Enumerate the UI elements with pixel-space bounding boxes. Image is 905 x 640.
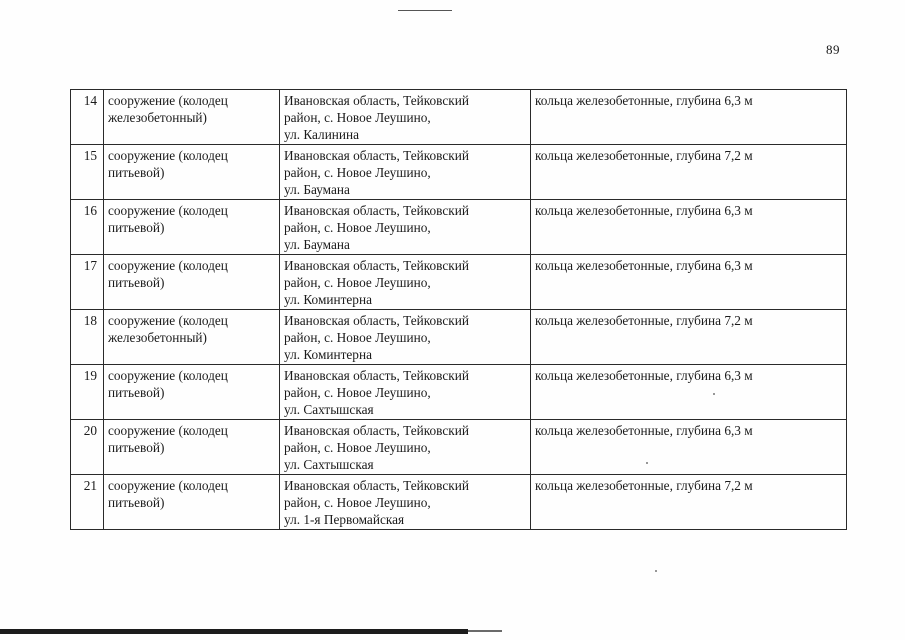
object-type-line: сооружение (колодец bbox=[108, 423, 228, 438]
object-type-line: питьевой) bbox=[108, 385, 165, 400]
table-row bbox=[71, 475, 847, 530]
description-cell: кольца железобетонные, глубина 6,3 м bbox=[531, 200, 847, 255]
row-number: 16 bbox=[71, 200, 104, 255]
object-type-cell bbox=[104, 255, 280, 310]
object-type-line: сооружение (колодец bbox=[108, 93, 228, 108]
address-line: район, с. Новое Леушино, bbox=[284, 330, 431, 345]
address-line: ул. Коминтерна bbox=[284, 292, 372, 307]
scan-speck bbox=[655, 570, 657, 572]
table-row bbox=[71, 145, 847, 200]
scan-speck bbox=[646, 462, 648, 464]
address-line: ул. Баумана bbox=[284, 182, 350, 197]
address-line: район, с. Новое Леушино, bbox=[284, 495, 431, 510]
row-number: 20 bbox=[71, 420, 104, 475]
address-line: Ивановская область, Тейковский bbox=[284, 203, 469, 218]
address-line: район, с. Новое Леушино, bbox=[284, 440, 431, 455]
address-line: район, с. Новое Леушино, bbox=[284, 165, 431, 180]
description-cell: кольца железобетонные, глубина 6,3 м bbox=[531, 365, 847, 420]
description-cell: кольца железобетонные, глубина 7,2 м bbox=[531, 310, 847, 365]
row-number: 19 bbox=[71, 365, 104, 420]
address-cell bbox=[280, 475, 531, 530]
property-table bbox=[70, 89, 847, 530]
description-cell: кольца железобетонные, глубина 6,3 м bbox=[531, 420, 847, 475]
address-line: район, с. Новое Леушино, bbox=[284, 385, 431, 400]
object-type-line: сооружение (колодец bbox=[108, 148, 228, 163]
object-type-line: питьевой) bbox=[108, 165, 165, 180]
address-line: Ивановская область, Тейковский bbox=[284, 258, 469, 273]
object-type-line: сооружение (колодец bbox=[108, 368, 228, 383]
object-type-cell bbox=[104, 310, 280, 365]
address-line: ул. Коминтерна bbox=[284, 347, 372, 362]
description-cell: кольца железобетонные, глубина 7,2 м bbox=[531, 145, 847, 200]
table-row bbox=[71, 200, 847, 255]
address-line: Ивановская область, Тейковский bbox=[284, 148, 469, 163]
table-row bbox=[71, 255, 847, 310]
table-row bbox=[71, 310, 847, 365]
row-number: 17 bbox=[71, 255, 104, 310]
table-body bbox=[71, 90, 847, 530]
object-type-line: питьевой) bbox=[108, 275, 165, 290]
address-line: Ивановская область, Тейковский bbox=[284, 313, 469, 328]
page-number: 89 bbox=[826, 42, 840, 57]
address-line: район, с. Новое Леушино, bbox=[284, 220, 431, 235]
address-cell bbox=[280, 365, 531, 420]
address-line: ул. Калинина bbox=[284, 127, 360, 142]
top-rule bbox=[398, 10, 452, 11]
address-line: Ивановская область, Тейковский bbox=[284, 478, 469, 493]
table-row bbox=[71, 90, 847, 145]
description-cell: кольца железобетонные, глубина 6,3 м bbox=[531, 255, 847, 310]
object-type-line: сооружение (колодец bbox=[108, 478, 228, 493]
address-line: Ивановская область, Тейковский bbox=[284, 423, 469, 438]
address-line: ул. Баумана bbox=[284, 237, 350, 252]
scan-edge-bar-thin bbox=[468, 630, 502, 632]
scan-edge-bar bbox=[0, 629, 468, 634]
object-type-line: питьевой) bbox=[108, 440, 165, 455]
description-cell: кольца железобетонные, глубина 7,2 м bbox=[531, 475, 847, 530]
table-row bbox=[71, 365, 847, 420]
object-type-cell bbox=[104, 200, 280, 255]
object-type-line: сооружение (колодец bbox=[108, 258, 228, 273]
object-type-line: питьевой) bbox=[108, 495, 165, 510]
object-type-cell bbox=[104, 365, 280, 420]
address-cell bbox=[280, 90, 531, 145]
row-number: 15 bbox=[71, 145, 104, 200]
address-line: район, с. Новое Леушино, bbox=[284, 110, 431, 125]
address-cell bbox=[280, 255, 531, 310]
object-type-cell bbox=[104, 90, 280, 145]
row-number: 18 bbox=[71, 310, 104, 365]
address-line: Ивановская область, Тейковский bbox=[284, 368, 469, 383]
address-line: Ивановская область, Тейковский bbox=[284, 93, 469, 108]
address-cell bbox=[280, 310, 531, 365]
description-cell: кольца железобетонные, глубина 6,3 м bbox=[531, 90, 847, 145]
scan-speck bbox=[713, 393, 715, 395]
address-line: ул. Сахтышская bbox=[284, 457, 374, 472]
address-cell bbox=[280, 420, 531, 475]
address-cell bbox=[280, 200, 531, 255]
address-cell bbox=[280, 145, 531, 200]
row-number: 14 bbox=[71, 90, 104, 145]
object-type-cell bbox=[104, 420, 280, 475]
object-type-line: сооружение (колодец bbox=[108, 313, 228, 328]
object-type-cell bbox=[104, 475, 280, 530]
row-number: 21 bbox=[71, 475, 104, 530]
object-type-line: сооружение (колодец bbox=[108, 203, 228, 218]
table-row bbox=[71, 420, 847, 475]
object-type-line: питьевой) bbox=[108, 220, 165, 235]
object-type-line: железобетонный) bbox=[108, 330, 207, 345]
address-line: ул. Сахтышская bbox=[284, 402, 374, 417]
address-line: район, с. Новое Леушино, bbox=[284, 275, 431, 290]
object-type-cell bbox=[104, 145, 280, 200]
object-type-line: железобетонный) bbox=[108, 110, 207, 125]
address-line: ул. 1-я Первомайская bbox=[284, 512, 405, 527]
